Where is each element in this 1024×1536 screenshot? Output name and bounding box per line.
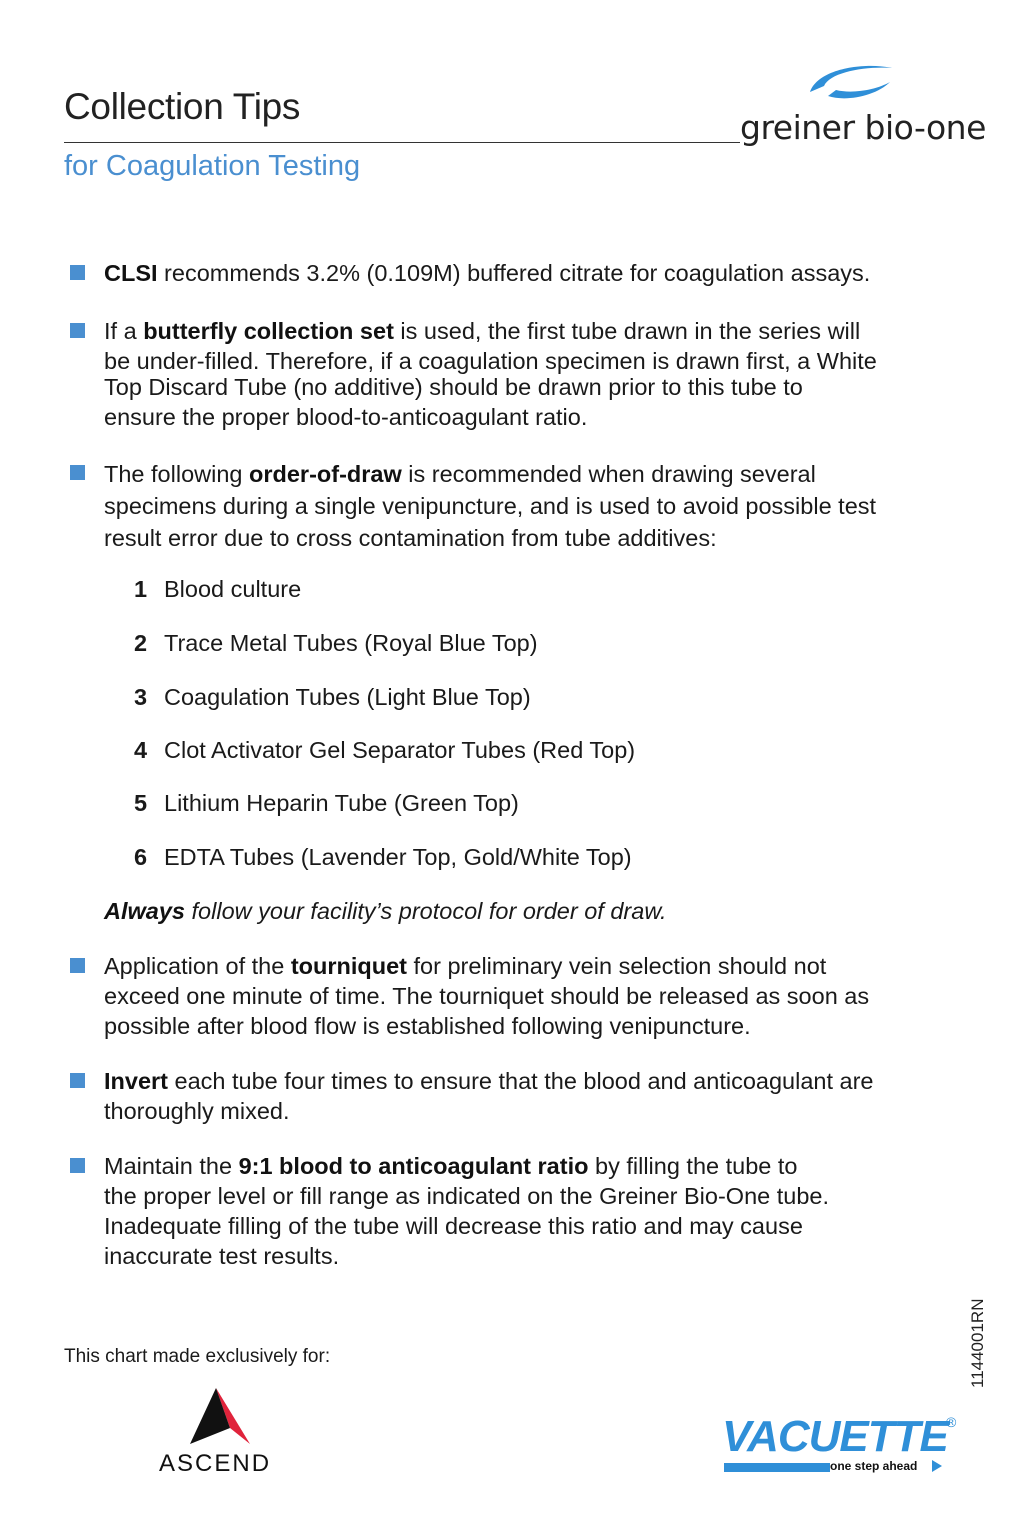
bullet-text: be under-filled. Therefore, if a coagulation specimen is drawn first, a White (104, 348, 877, 374)
bullet-square-icon (70, 265, 85, 280)
bullet-bold: butterfly collection set (143, 318, 394, 344)
ascend-logo-icon (190, 1388, 250, 1446)
vacuette-tagline: one step ahead (830, 1459, 918, 1473)
bullet-text: each tube four times to ensure that the blood and anticoagulant are (168, 1068, 874, 1094)
bullet-text: recommends 3.2% (0.109M) buffered citrate for coagulation assays. (157, 260, 871, 286)
bullet-text: If a (104, 318, 144, 344)
bullet-text: the proper level or fill range as indicated on the Greiner Bio-One tube. (104, 1183, 830, 1209)
bullet-text: inaccurate test results. (104, 1243, 340, 1269)
list-item: 6 EDTA Tubes (Lavender Top, Gold/White Top) (134, 844, 632, 870)
bullet-text: result error due to cross contamination from tube additives: (104, 525, 717, 551)
bullet-order-of-draw (104, 458, 974, 554)
list-item: 1 Blood culture (134, 576, 302, 602)
bullet-tourniquet (104, 951, 974, 1041)
ascend-logo-text: ASCEND (159, 1450, 272, 1477)
bullet-bold: CLSI (104, 260, 158, 286)
bullet-bold: tourniquet (290, 953, 407, 979)
bullet-square-icon (70, 465, 85, 480)
document-code: 1144001RN (968, 1298, 987, 1388)
title-divider (64, 142, 740, 143)
page-subtitle: for Coagulation Testing (64, 150, 361, 182)
registered-mark: ® (946, 1414, 957, 1430)
bullet-text: The following (104, 461, 249, 487)
bullet-square-icon (70, 1158, 85, 1173)
protocol-note: Always follow your facility’s protocol for order of draw. (104, 898, 667, 924)
bullet-bold: order-of-draw (249, 461, 402, 487)
made-for-label: This chart made exclusively for: (64, 1346, 331, 1367)
list-item: 3 Coagulation Tubes (Light Blue Top) (134, 684, 531, 710)
bullet-text: specimens during a single venipuncture, and is used to avoid possible test (104, 493, 877, 519)
bullet-butterfly (104, 316, 974, 432)
bullet-clsi (104, 258, 974, 288)
bullet-square-icon (70, 323, 85, 338)
bullet-text: is used, the first tube drawn in the series will (393, 318, 861, 344)
greiner-swoosh-icon (806, 62, 896, 102)
list-item: 2 Trace Metal Tubes (Royal Blue Top) (134, 630, 538, 656)
arrow-right-icon (932, 1460, 942, 1472)
bullet-text: is recommended when drawing several (401, 461, 816, 487)
bullet-ratio (104, 1151, 974, 1271)
page-title: Collection Tips (64, 86, 301, 127)
bullet-text: ensure the proper blood-to-anticoagulant ratio. (104, 404, 588, 430)
bullet-text: possible after blood flow is established following venipuncture. (104, 1013, 751, 1039)
bullet-text: thoroughly mixed. (104, 1098, 290, 1124)
bullet-text: by filling the tube to (588, 1153, 798, 1179)
list-item: 5 Lithium Heparin Tube (Green Top) (134, 790, 519, 816)
bullet-text: Inadequate filling of the tube will decrease this ratio and may cause (104, 1213, 803, 1239)
greiner-bio-one-logo: greiner bio-one (740, 108, 986, 147)
bullet-square-icon (70, 1073, 85, 1088)
bullet-bold: 9:1 blood to anticoagulant ratio (238, 1153, 589, 1179)
bullet-text: exceed one minute of time. The tourniquet should be released as soon as (104, 983, 870, 1009)
list-item: 4 Clot Activator Gel Separator Tubes (Red Top) (134, 737, 636, 763)
bullet-invert (104, 1066, 974, 1126)
bullet-text: Maintain the (104, 1153, 239, 1179)
bullet-text: for preliminary vein selection should not (407, 953, 827, 979)
vacuette-bar (724, 1463, 830, 1472)
bullet-square-icon (70, 958, 85, 973)
bullet-text: Top Discard Tube (no additive) should be drawn prior to this tube to (104, 374, 803, 400)
vacuette-logo: VACUETTE (722, 1412, 948, 1461)
bullet-text: Application of the (104, 953, 291, 979)
bullet-bold: Invert (104, 1068, 168, 1094)
